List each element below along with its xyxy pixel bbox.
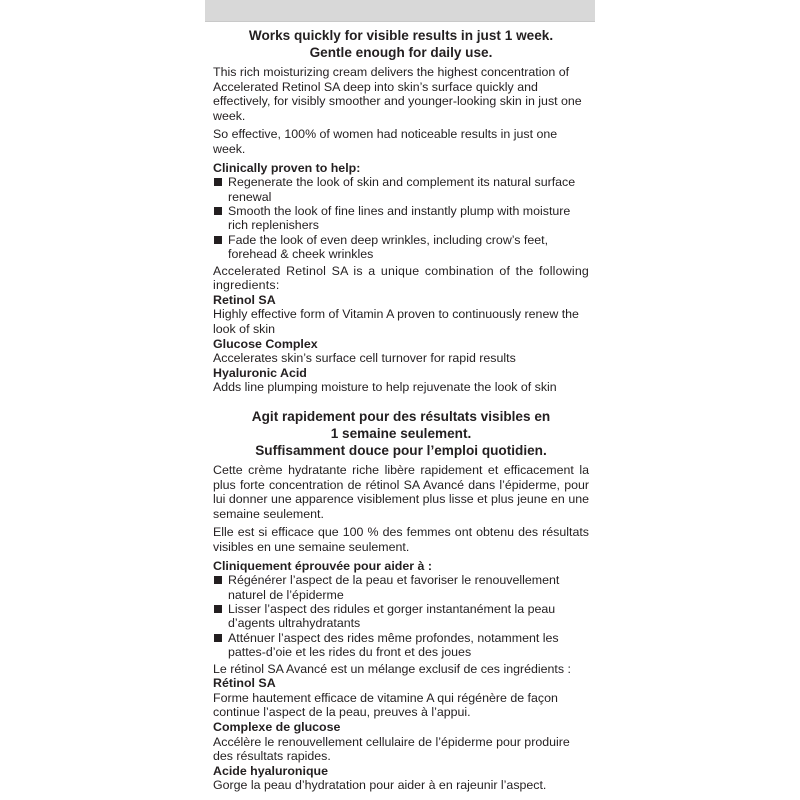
package-panel [205, 0, 595, 800]
french-ingredient-name: Acide hyaluronique [213, 763, 328, 778]
english-ingredient-desc: Highly effective form of Vitamin A proven to continuously renew the look of skin [213, 307, 579, 336]
english-bullet-list [213, 175, 589, 261]
panel-top-band [205, 0, 595, 22]
english-ingredient-desc: Accelerates skin’s surface cell turnover for rapid results [213, 351, 516, 366]
french-ingredient-name: Complexe de glucose [213, 719, 341, 734]
french-headline-line3: Suffisamment douce pour l’emploi quotidien. [255, 442, 547, 458]
french-bullet-item [213, 602, 589, 631]
english-bullet-text: Fade the look of even deep wrinkles, including crow’s feet, forehead & cheek wrinkles [228, 232, 549, 262]
english-ingredient [213, 337, 589, 366]
french-intro: Cette crème hydratante riche libère rapidement et efficacement la plus forte concentration de rétinol SA Avancé dans l’épiderme, pour lui donner une apparence visiblement plus lisse et plus jeune en une semaine seulement. [213, 462, 589, 521]
french-bullet-text: Lisser l’aspect des ridules et gorger instantanément la peau d’agents ultrahydratants [228, 601, 556, 631]
english-ingredient [213, 293, 589, 337]
english-ingredient [213, 366, 589, 395]
square-bullet-icon [214, 236, 222, 244]
english-bullet-item [213, 175, 589, 204]
square-bullet-icon [214, 605, 222, 613]
english-ingredient-name: Retinol SA [213, 292, 276, 307]
square-bullet-icon [214, 634, 222, 642]
french-ingredient-name: Rétinol SA [213, 676, 276, 691]
french-headline [213, 408, 589, 459]
french-headline-line1: Agit rapidement pour des résultats visibles en [251, 408, 551, 424]
french-headline-line2: 1 semaine seulement. [330, 425, 472, 441]
french-proven-heading: Cliniquement éprouvée pour aider à : [213, 558, 432, 573]
english-headline-line2: Gentle enough for daily use. [309, 45, 493, 60]
english-ingredient-name: Hyaluronic Acid [213, 365, 307, 380]
english-ingredient-name: Glucose Complex [213, 336, 318, 351]
french-claim: Elle est si efficace que 100 % des femmes ont obtenu des résultats visibles en une semaine seulement. [213, 525, 589, 554]
english-bullet-item [213, 204, 589, 233]
english-bullet-item [213, 233, 589, 262]
english-headline-line1: Works quickly for visible results in just 1 week. [248, 28, 554, 43]
english-ingredient-desc: Adds line plumping moisture to help rejuvenate the look of skin [213, 380, 557, 395]
french-bullet-text: Régénérer l’aspect de la peau et favoriser le renouvellement naturel de l’épiderme [228, 573, 560, 602]
french-ingredient-desc: Gorge la peau d’hydratation pour aider à en rajeunir l’aspect. [213, 778, 547, 793]
french-ingredient [213, 720, 589, 764]
french-bullet-item [213, 573, 589, 602]
english-headline [213, 27, 589, 61]
french-bullet-item [213, 631, 589, 660]
english-intro: This rich moisturizing cream delivers the highest concentration of Accelerated Retinol SA deep into skin’s surface quickly and effectively, for visibly smoother and younger-looking skin in just one week. [213, 65, 582, 123]
square-bullet-icon [214, 207, 222, 215]
french-bullet-text: Atténuer l’aspect des rides même profondes, notamment les pattes-d’oie et les rides du front et des joues [228, 630, 559, 660]
square-bullet-icon [214, 178, 222, 186]
english-claim: So effective, 100% of women had noticeable results in just one week. [213, 127, 558, 156]
english-bullet-text: Smooth the look of fine lines and instantly plump with moisture rich replenishers [228, 203, 571, 233]
section-divider [213, 395, 589, 408]
french-ingredient [213, 676, 589, 720]
english-bullet-text: Regenerate the look of skin and complement its natural surface renewal [228, 175, 576, 204]
square-bullet-icon [214, 576, 222, 584]
panel-content [213, 27, 589, 793]
french-ingredient [213, 764, 589, 793]
french-bullet-list [213, 573, 589, 659]
english-combo-intro: Accelerated Retinol SA is a unique combination of the following ingredients: [213, 263, 589, 293]
french-ingredient-desc: Forme hautement efficace de vitamine A qui régénère de façon continue l’aspect de la peau, preuves à l’appui. [213, 690, 558, 720]
french-combo-intro: Le rétinol SA Avancé est un mélange exclusif de ces ingrédients : [213, 661, 571, 676]
french-ingredient-desc: Accélère le renouvellement cellulaire de l’épiderme pour produire des résultats rapides. [213, 734, 570, 764]
english-proven-heading: Clinically proven to help: [213, 160, 361, 175]
